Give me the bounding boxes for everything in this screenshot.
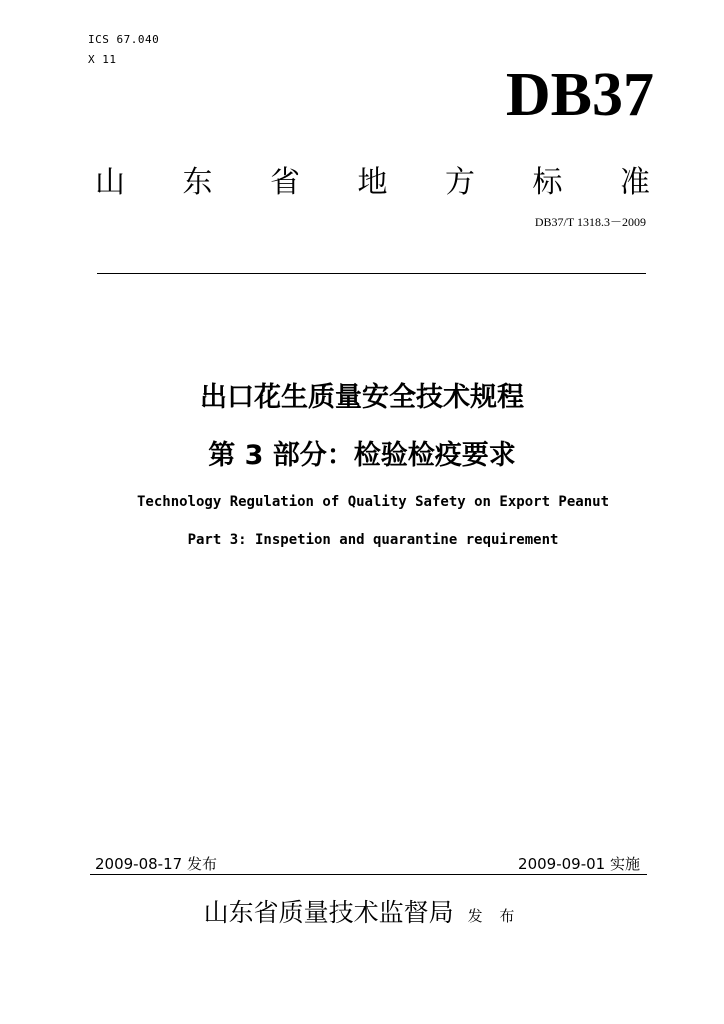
issue-label: 发 布: [467, 907, 521, 925]
issuing-authority: 山东省质量技术监督局: [203, 898, 454, 927]
standard-type-char: 山: [95, 165, 125, 200]
standard-number: DB37/T 1318.3－2009: [534, 215, 646, 229]
standard-type-char: 准: [620, 165, 650, 200]
implementation-date: 2009-09-01 实施: [518, 855, 640, 873]
standard-type-char: 省: [270, 165, 300, 200]
publish-date: 2009-08-17 发布: [95, 855, 217, 873]
standard-type-char: 东: [182, 165, 213, 200]
chinese-subtitle: 第 3 部分：检验检疫要求: [208, 440, 516, 471]
chinese-title: 出口花生质量安全技术规程: [200, 382, 524, 413]
bottom-divider: [90, 874, 647, 875]
classification-code: X 11: [88, 53, 117, 66]
standard-type-title: [95, 165, 650, 200]
standard-mark: DB37: [505, 61, 654, 129]
standard-type-char: 地: [357, 165, 388, 200]
standard-type-char: 标: [532, 165, 563, 200]
english-subtitle: Part 3: Inspetion and quarantine requirement: [187, 532, 559, 548]
english-title: Technology Regulation of Quality Safety on Export Peanut: [136, 494, 609, 510]
top-divider: [97, 273, 646, 274]
standard-type-char: 方: [445, 165, 475, 200]
issuer-line: [0, 893, 724, 929]
ics-code: ICS 67.040: [88, 33, 160, 46]
